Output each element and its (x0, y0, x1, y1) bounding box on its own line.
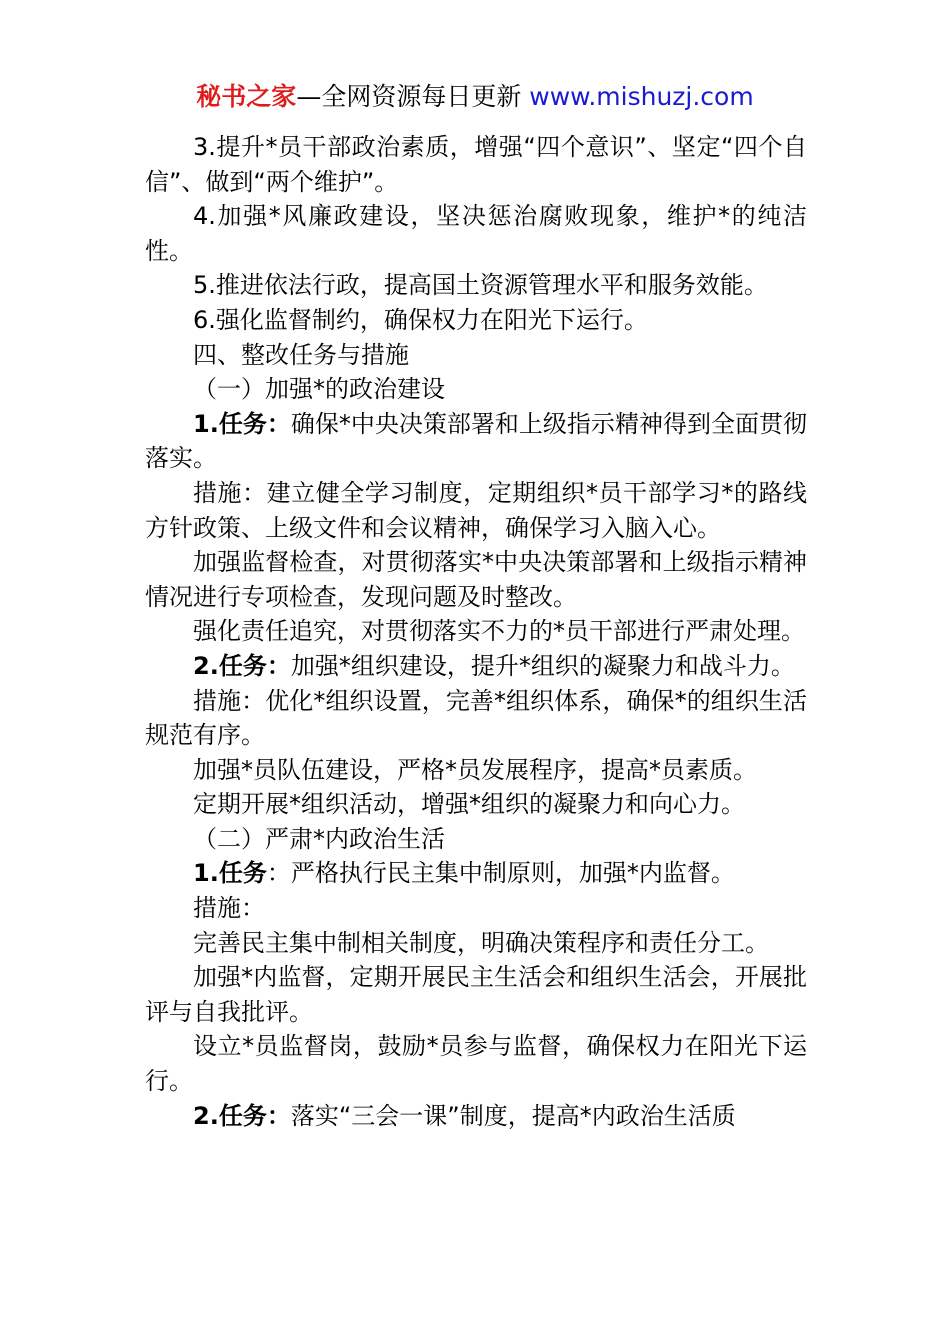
paragraph: 加强*内监督，定期开展民主生活会和组织生活会，开展批评与自我批评。 (145, 963, 807, 1026)
task-label: 2.任务： (193, 651, 291, 680)
document-body (145, 130, 807, 1133)
paragraph: 完善民主集中制相关制度，明确决策程序和责任分工。 (193, 928, 769, 957)
task-paragraph: 1.任务：确保*中央决策部署和上级指示精神得到全面贯彻落实。 (145, 409, 807, 473)
subsection-heading: （二）严肃*内政治生活 (193, 824, 445, 853)
site-header (0, 80, 950, 114)
paragraph: 措施： (193, 894, 265, 923)
site-tagline: —全网资源每日更新 (296, 82, 522, 111)
paragraph: 加强监督检查，对贯彻落实*中央决策部署和上级指示精神情况进行专项检查，发现问题及时整改。 (145, 548, 807, 611)
task-paragraph: 2.任务：落实“三会一课”制度，提高*内政治生活质 (193, 1101, 736, 1130)
task-label: 1.任务 (193, 859, 267, 888)
paragraph: 5.推进依法行政，提高国土资源管理水平和服务效能。 (193, 271, 768, 300)
task-paragraph: 1.任务：严格执行民主集中制原则，加强*内监督。 (193, 859, 735, 888)
paragraph: 定期开展*组织活动，增强*组织的凝聚力和向心力。 (193, 790, 745, 819)
task-paragraph: 2.任务：加强*组织建设，提升*组织的凝聚力和战斗力。 (193, 651, 795, 680)
paragraph: 3.提升*员干部政治素质，增强“四个意识”、坚定“四个自信”、做到“两个维护”。 (145, 133, 807, 196)
paragraph: 6.强化监督制约，确保权力在阳光下运行。 (193, 305, 648, 334)
task-label: 1.任务： (193, 409, 291, 438)
section-heading: 四、整改任务与措施 (193, 340, 409, 369)
paragraph: 4.加强*风廉政建设，坚决惩治腐败现象，维护*的纯洁性。 (145, 202, 807, 265)
paragraph: 设立*员监督岗，鼓励*员参与监督，确保权力在阳光下运行。 (145, 1032, 807, 1096)
paragraph: 强化责任追究，对贯彻落实不力的*员干部进行严肃处理。 (193, 617, 805, 646)
paragraph: 措施：优化*组织设置，完善*组织体系，确保*的组织生活规范有序。 (145, 686, 807, 750)
site-url-link[interactable]: www.mishuzj.com (529, 82, 754, 111)
paragraph: 措施：建立健全学习制度，定期组织*员干部学习*的路线方针政策、上级文件和会议精神，确保学习入脑入心。 (145, 478, 807, 542)
paragraph: 加强*员队伍建设，严格*员发展程序，提高*员素质。 (193, 755, 757, 784)
task-label: 2.任务： (193, 1101, 291, 1130)
site-name: 秘书之家 (196, 82, 297, 111)
subsection-heading: （一）加强*的政治建设 (193, 375, 445, 404)
